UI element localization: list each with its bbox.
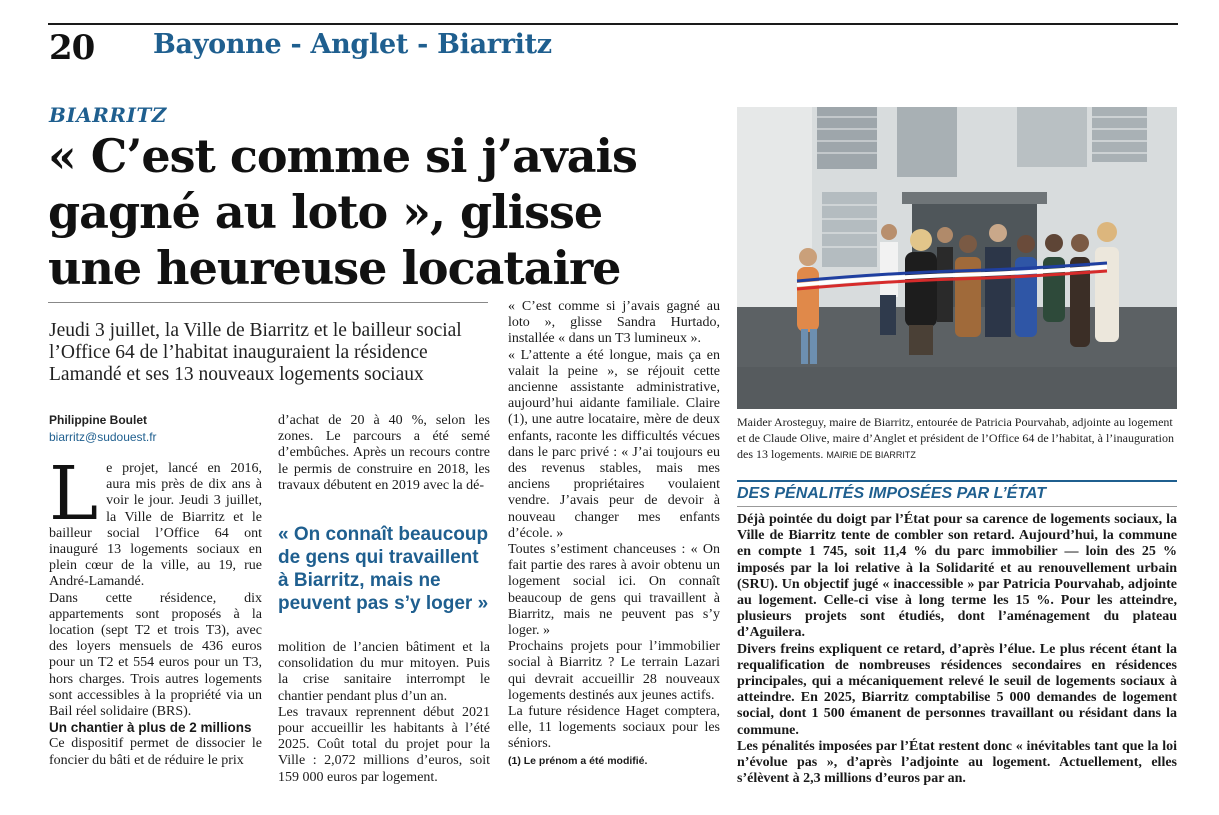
body-paragraph: Ce dispositif permet de dissocier le foncier du bâti et de réduire le prix (49, 736, 262, 768)
section-subhead: Un chantier à plus de 2 millions (49, 720, 252, 736)
body-paragraph: e projet, lancé en 2016, aura mis près de dix ans à voir le jour. Jeudi 3 juillet, la Ville de Biarritz et le bailleur social l’Office 64 ont inauguré 13 logements sociaux en plein cœur de la ville, au 19, rue André-Lamandé. (49, 461, 262, 590)
box-title-rule (737, 506, 1177, 507)
body-paragraph: « C’est comme si j’avais gagné au loto », glisse Sandra Hurtado, installée « dans un T3 lumineux ». (508, 299, 720, 347)
body-paragraph: Les travaux reprennent début 2021 pour accueillir les habitants à l’été 2025. Coût total du projet pour la Ville : 2,072 millions d’euros, soit 159 000 euros par logement. (278, 704, 490, 785)
footnote: (1) Le prénom a été modifié. (508, 754, 648, 767)
drop-cap: L (49, 451, 99, 537)
box-top-rule (737, 480, 1177, 482)
section-title: Bayonne - Anglet - Biarritz (153, 29, 552, 60)
photo-illustration (737, 107, 1177, 409)
body-paragraph: d’achat de 20 à 40 %, selon les zones. Le parcours a été semé d’embûches. Après un recours contre le permis de construire en 2018, les travaux débutent en 2019 avec la dé- (278, 413, 490, 493)
box-text (737, 512, 1177, 787)
pull-quote: « On connaît beaucoup de gens qui travaillent à Biarritz, mais ne peuvent pas s’y loger » (278, 524, 489, 614)
body-paragraph: « L’attente a été longue, mais ça en valait la peine », se réjouit cette ancienne assistante administrative, aujourd’hui aidante familiale. Claire (1), une autre locataire, mère de deux enfants, raconte les difficultés vécues dans le parc privé : « J’ai toujours eu des revenus stables, mais mes anciens propriétaires voulaient vendre. J’avais peur de devoir à nouveau changer mes enfants d’école. » (508, 347, 720, 541)
author-email[interactable]: biarritz@sudouest.fr (49, 430, 157, 444)
headline-rule (48, 302, 488, 303)
author-name: Philippine Boulet (49, 413, 147, 427)
article-headline: « C’est comme si j’avais gagné au loto », glisse une heureuse locataire (48, 129, 637, 295)
body-paragraph: Prochains projets pour l’immobilier social à Biarritz ? Le terrain Lazari qui devrait accueillir 28 nouveaux logements destinés aux jeunes actifs. (508, 639, 720, 703)
box-paragraph: Déjà pointée du doigt par l’État pour sa carence de logements sociaux, la Ville de Biarritz tente de combler son retard. Aujourd’hui, la commune en compte 1 745, soit 11,4 % du parc immobilier — loin des 25 % imposés par la loi relative à la Solidarité et au renouvellement urbain (SRU). Un objectif jugé « inaccessible » par Patricia Pourvahab, adjointe au logement. Celle-ci vise à long terme les 15 %. Pour les atteindre, plusieurs projets sont étudiés, dont l’aménagement du plateau d’Aguilera. (737, 512, 1177, 641)
page-number: 20 (49, 28, 95, 68)
inauguration-photo (737, 107, 1177, 409)
box-title: DES PÉNALITÉS IMPOSÉES PAR L’ÉTAT (737, 485, 1047, 502)
body-paragraph: Toutes s’estiment chanceuses : « On fait partie des rares à avoir obtenu un logement social ici. On connaît beaucoup de gens qui travaillent à Biarritz, mais ne peuvent pas s’y loger. » (508, 542, 720, 639)
body-paragraph: Dans cette résidence, dix appartements sont proposés à la location (sept T2 et trois T3), avec des loyers mensuels de 436 euros pour un T2 et 554 euros pour un T3, hors charges. Trois autres logements sont accessibles à la propriété via un Bail réel solidaire (BRS). (49, 590, 262, 720)
body-paragraph: molition de l’ancien bâtiment et la consolidation du mur mitoyen. Puis la crise sanitaire interrompt le chantier pendant plus d’un an. (278, 640, 490, 704)
body-paragraph: La future résidence Haget comptera, elle, 11 logements sociaux pour les séniors. (508, 704, 720, 752)
column-1 (49, 451, 262, 769)
top-rule (48, 23, 1178, 25)
article-kicker: BIARRITZ (49, 103, 167, 127)
photo-credit: MAIRIE DE BIARRITZ (826, 450, 916, 460)
box-paragraph: Les pénalités imposées par l’État restent donc « inévitables tant que la loi n’évolue pas », d’après l’adjointe au logement. Actuellement, elles s’élèvent à 2,3 millions d’euros par an. (737, 738, 1177, 787)
column-3 (508, 299, 720, 769)
column-2-top (278, 413, 490, 494)
box-paragraph: Divers freins expliquent ce retard, d’après l’élue. Le plus récent étant la requalification de nombreuses résidences secondaires en résidences principales, qui a mécaniquement relevé le seuil de logements sociaux à atteindre. En 2025, Biarritz comptabilise 5 000 demandes de logement social, dont 1 500 émanent de personnes travaillant ou résidant dans la commune. (737, 641, 1177, 738)
column-2-bottom (278, 640, 490, 786)
caption-text: Maider Arosteguy, maire de Biarritz, entourée de Patricia Pourvahab, adjointe au logement et de Claude Olive, maire d’Anglet et président de l’Office 64 de l’habitat, à l’inauguration des 13 logements. (737, 415, 1174, 461)
article-standfirst: Jeudi 3 juillet, la Ville de Biarritz et le bailleur social l’Office 64 de l’habitat inauguraient la résidence Lamandé et ses 13 nouveaux logements sociaux (49, 320, 462, 385)
photo-caption (737, 414, 1177, 463)
